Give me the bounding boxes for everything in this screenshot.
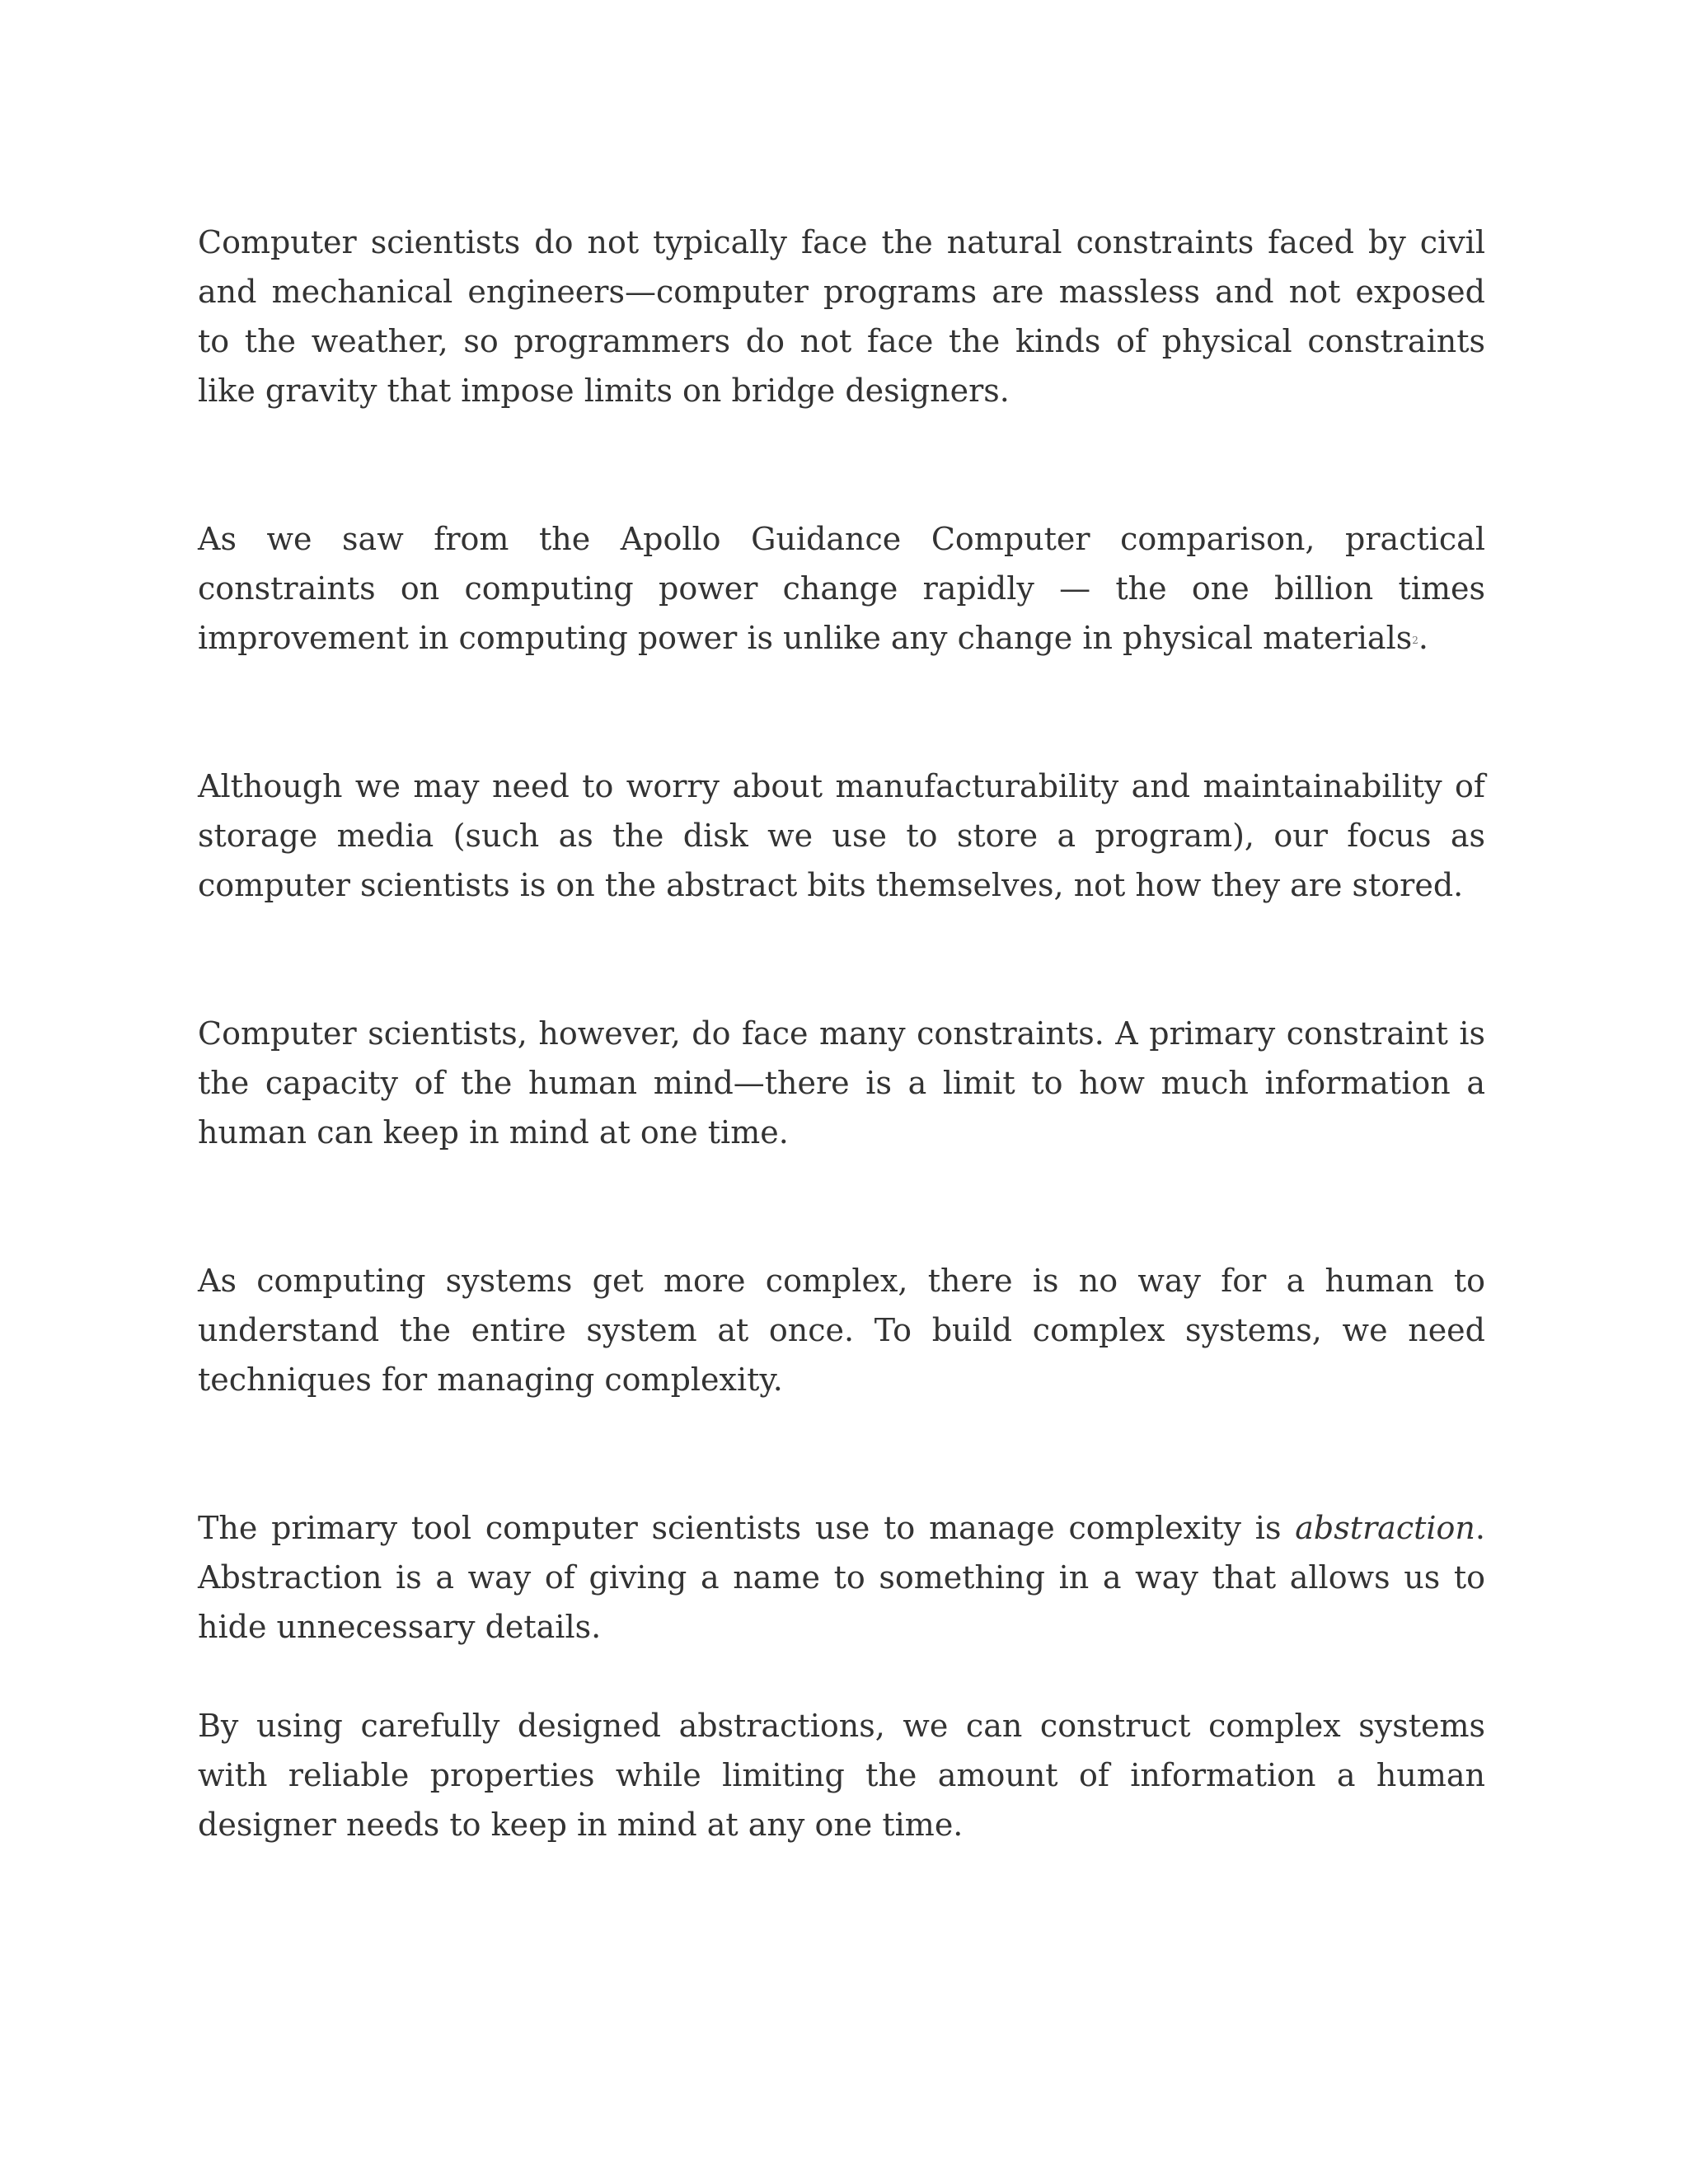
paragraph-computing-power-end: . xyxy=(1418,620,1428,656)
footnote-marker[interactable]: 2 xyxy=(1412,635,1418,646)
paragraph-managing-complexity: As computing systems get more complex, there is no way for a human to understand the entire system at once. To build complex systems, we need techniques for managing complexity. xyxy=(198,1263,1485,1398)
paragraph-computing-power xyxy=(198,514,1485,663)
paragraph-storage-media: Although we may need to worry about manufacturability and maintainability of storage media (such as the disk we use to store a program), our focus as computer scientists is on the abstract bits themselves, not how they are stored. xyxy=(198,768,1485,903)
paragraph-computing-power-text: As we saw from the Apollo Guidance Computer comparison, practical constraints on computing power change rapidly — the one billion times improvement in computing power is unlike any change in physical materials xyxy=(198,521,1485,656)
paragraph-abstraction-lead: The primary tool computer scientists use to manage complexity is xyxy=(198,1510,1282,1546)
paragraph-abstraction-rest: . Abstraction is a way of giving a name to something in a way that allows us to hide unnecessary details. xyxy=(198,1510,1485,1645)
term-abstraction: abstraction xyxy=(1295,1510,1475,1546)
paragraph-human-mind-constraint: Computer scientists, however, do face many constraints. A primary constraint is the capacity of the human mind—there is a limit to how much information a human can keep in mind at one time. xyxy=(198,1015,1485,1151)
paragraph-physical-constraints: Computer scientists do not typically face the natural constraints faced by civil and mechanical engineers—computer programs are massless and not exposed to the weather, so programmers do not face the kinds of physical constraints like gravity that impose limits on bridge designers. xyxy=(198,224,1485,409)
paragraph-designed-abstractions: By using carefully designed abstractions, we can construct complex systems with reliable properties while limiting the amount of information a human designer needs to keep in mind at any one time. xyxy=(198,1708,1485,1843)
paragraph-abstraction xyxy=(198,1503,1485,1652)
